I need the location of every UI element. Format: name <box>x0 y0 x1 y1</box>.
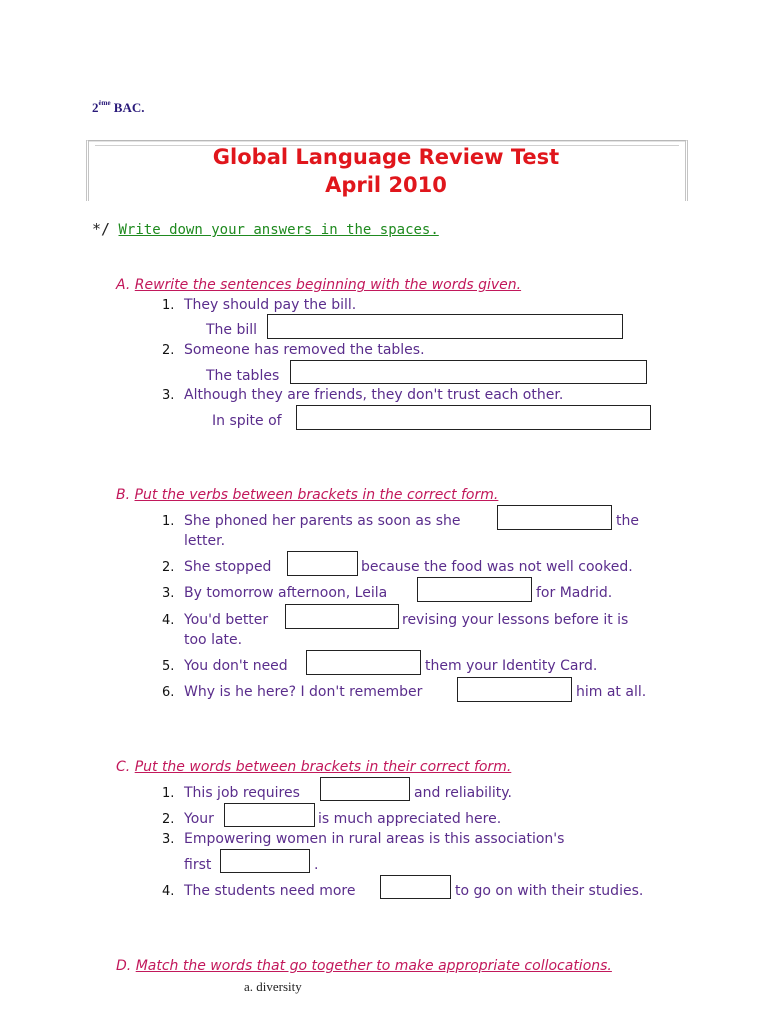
item-text-continued: first <box>184 857 212 873</box>
list-item <box>162 831 564 847</box>
section-d-heading <box>116 958 612 974</box>
instruction <box>92 220 439 238</box>
item-text-after: . <box>314 857 319 873</box>
item-number: 1. <box>162 786 175 801</box>
item-number: 5. <box>162 659 175 674</box>
list-item <box>162 342 425 358</box>
list-item <box>162 883 355 899</box>
section-a-letter: A. <box>116 277 131 293</box>
instruction-marker: */ <box>92 220 111 238</box>
answer-prompt: The bill <box>206 322 258 338</box>
grade-superscript: ème <box>98 99 111 107</box>
list-item <box>162 585 387 601</box>
answer-field[interactable] <box>287 551 358 576</box>
section-a-title: Rewrite the sentences beginning with the words given. <box>134 277 522 293</box>
item-text-after: and reliability. <box>414 785 512 801</box>
section-a-heading <box>116 277 521 293</box>
grade-text: BAC. <box>113 100 145 115</box>
list-item <box>162 811 214 827</box>
instruction-text: Write down your answers in the spaces. <box>118 222 439 238</box>
item-number: 3. <box>162 388 175 403</box>
list-item <box>162 387 563 403</box>
list-item <box>162 612 268 628</box>
item-text-after: them your Identity Card. <box>425 658 598 674</box>
item-text: Although they are friends, they don't trust each other. <box>184 387 564 403</box>
answer-field[interactable] <box>285 604 399 629</box>
answer-field[interactable] <box>306 650 421 675</box>
list-item <box>162 658 288 674</box>
item-number: 3. <box>162 832 175 847</box>
item-number: 2. <box>162 343 175 358</box>
grade-number: 2 <box>92 100 99 115</box>
section-c-heading <box>116 759 511 775</box>
answer-field[interactable] <box>220 849 310 873</box>
item-number: 4. <box>162 613 175 628</box>
answer-field[interactable] <box>290 360 647 384</box>
item-text: You'd better <box>184 612 269 628</box>
item-text: She stopped <box>184 559 272 575</box>
item-number: 2. <box>162 812 175 827</box>
answer-field[interactable] <box>497 505 612 530</box>
section-b-letter: B. <box>116 487 131 503</box>
section-b-heading <box>116 487 498 503</box>
grade-label <box>92 99 145 116</box>
item-text: Your <box>184 811 214 827</box>
item-text-continued: letter. <box>184 533 226 549</box>
collocation-item: a. diversity <box>244 979 302 994</box>
item-text: This job requires <box>184 785 300 801</box>
item-text-after: the <box>616 513 639 529</box>
answer-field[interactable] <box>380 875 451 899</box>
item-text-after: him at all. <box>576 684 647 700</box>
item-text-after: for Madrid. <box>536 585 613 601</box>
item-text-after: to go on with their studies. <box>455 883 644 899</box>
section-c-title: Put the words between brackets in their correct form. <box>134 759 512 775</box>
item-text: The students need more <box>184 883 356 899</box>
section-b-title: Put the verbs between brackets in the correct form. <box>134 487 499 503</box>
item-text: You don't need <box>184 658 288 674</box>
page-title: Global Language Review Test <box>212 145 560 169</box>
item-text: Why is he here? I don't remember <box>184 684 423 700</box>
item-number: 2. <box>162 560 175 575</box>
item-number: 3. <box>162 586 175 601</box>
list-item <box>162 559 271 575</box>
section-c-letter: C. <box>116 759 131 775</box>
section-d-title: Match the words that go together to make appropriate collocations. <box>135 958 612 974</box>
list-item <box>162 785 300 801</box>
list-item <box>162 684 422 700</box>
item-number: 1. <box>162 514 175 529</box>
item-text: Empowering women in rural areas is this association's <box>184 831 565 847</box>
item-number: 6. <box>162 685 175 700</box>
list-item <box>162 297 356 313</box>
item-text: They should pay the bill. <box>184 297 357 313</box>
answer-field[interactable] <box>320 777 410 801</box>
answer-field[interactable] <box>296 405 651 430</box>
answer-prompt: The tables <box>206 368 280 384</box>
list-item <box>162 513 460 529</box>
item-text-after: revising your lessons before it is <box>402 612 629 628</box>
answer-prompt: In spite of <box>212 413 282 429</box>
item-text: By tomorrow afternoon, Leila <box>184 585 388 601</box>
section-d-letter: D. <box>116 958 132 974</box>
answer-field[interactable] <box>417 577 532 602</box>
item-text: Someone has removed the tables. <box>184 342 425 358</box>
item-text-continued: too late. <box>184 632 243 648</box>
answer-field[interactable] <box>457 677 572 702</box>
item-text-after: is much appreciated here. <box>318 811 502 827</box>
item-text-after: because the food was not well cooked. <box>361 559 633 575</box>
item-number: 1. <box>162 298 175 313</box>
answer-field[interactable] <box>224 803 315 827</box>
item-number: 4. <box>162 884 175 899</box>
page-subtitle-date: April 2010 <box>325 173 447 197</box>
item-text: She phoned her parents as soon as she <box>184 513 461 529</box>
answer-field[interactable] <box>267 314 623 339</box>
